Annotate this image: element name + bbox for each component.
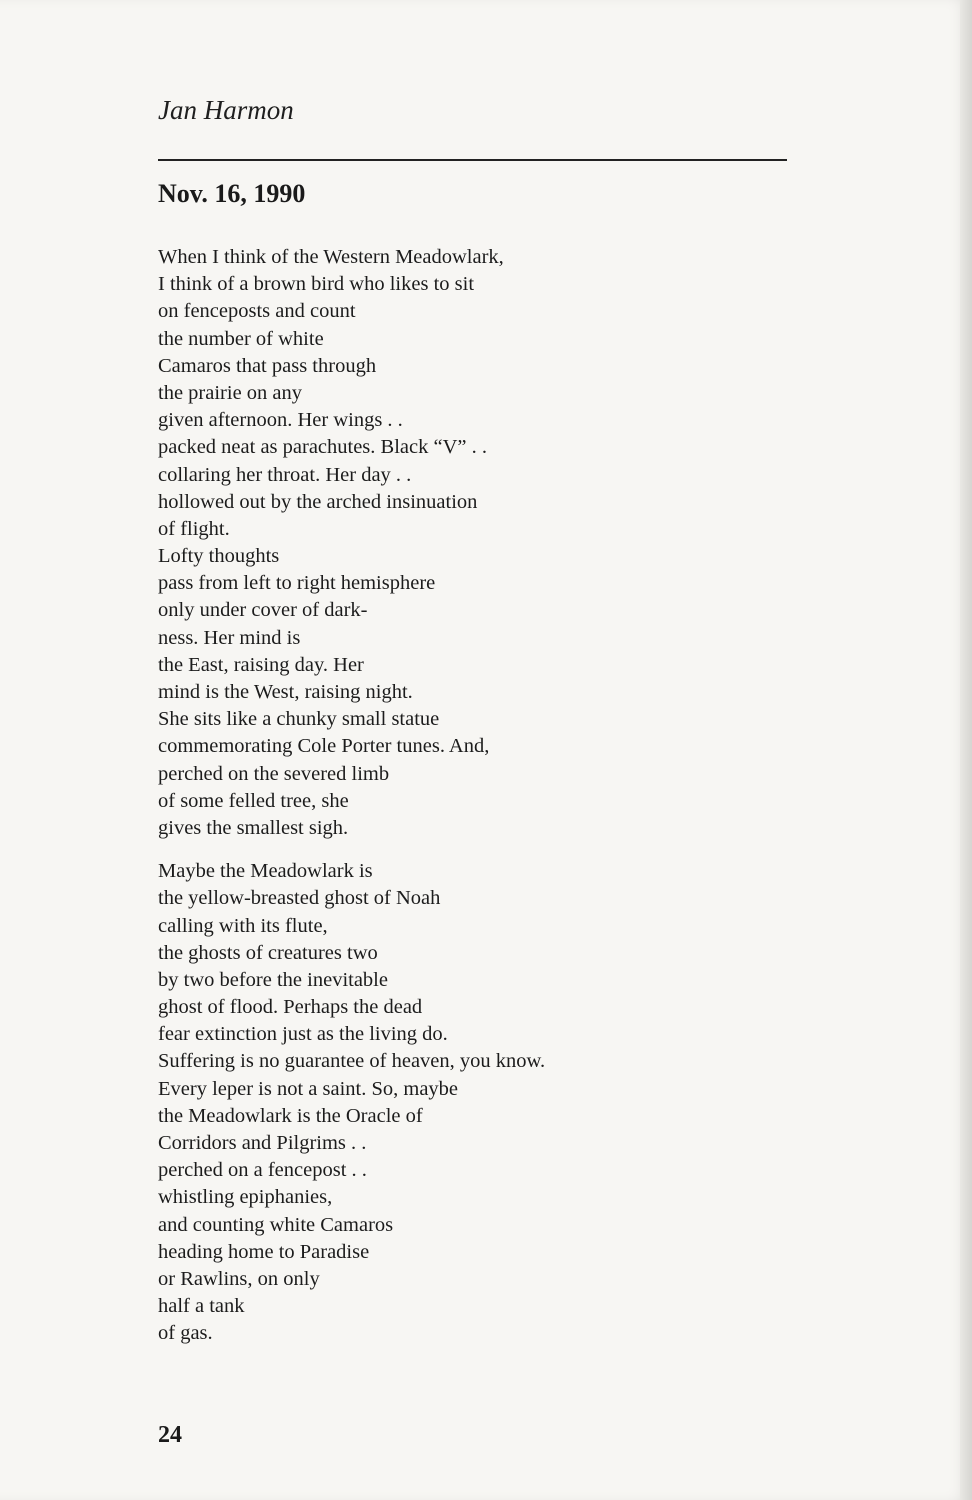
poem-line: fear extinction just as the living do. [158,1023,448,1046]
stanza-break [158,842,545,858]
poem-line: and counting white Camaros [158,1213,394,1236]
poem-line: heading home to Paradise [158,1240,370,1263]
poem-line: ness. Her mind is [158,626,301,649]
poem-line: commemorating Cole Porter tunes. And, [158,735,490,758]
poem-line: given afternoon. Her wings . . [158,409,403,432]
page-edge-shadow [960,0,972,1500]
page-number: 24 [158,1422,182,1448]
poem-line: whistling epiphanies, [158,1186,333,1209]
author-name: Jan Harmon [158,95,294,125]
poem-line: I think of a brown bird who likes to sit [158,273,475,296]
poem-line: or Rawlins, on only [158,1267,320,1290]
poem-title: Nov. 16, 1990 [158,179,306,208]
poem-body [158,244,545,1348]
poem-line: Suffering is no guarantee of heaven, you know. [158,1050,546,1073]
poem-line: ghost of flood. Perhaps the dead [158,996,423,1019]
poem-line: the number of white [158,327,324,350]
poem-line: calling with its flute, [158,914,328,937]
poem-line: Maybe the Meadowlark is [158,860,373,883]
poem-line: When I think of the Western Meadowlark, [158,246,504,268]
poem-line: the ghosts of creatures two [158,941,378,964]
poem-line: gives the smallest sigh. [158,816,349,839]
poem-line: by two before the inevitable [158,968,388,991]
poem-line: Lofty thoughts [158,545,280,568]
poem-line: on fenceposts and count [158,300,356,323]
poem-line: pass from left to right hemisphere [158,572,436,595]
poem-line: collaring her throat. Her day . . [158,463,412,486]
poem-line: of flight. [158,517,230,540]
poem-line: mind is the West, raising night. [158,681,413,703]
poem-line: Corridors and Pilgrims . . [158,1132,367,1154]
poem-line: of some felled tree, she [158,789,349,812]
poem-line: perched on the severed limb [158,762,390,785]
poem-line: packed neat as parachutes. Black “V” . . [158,436,487,459]
stanza-2 [158,858,545,1347]
poem-line: of gas. [158,1322,213,1345]
header-rule [158,159,787,161]
poem-line: perched on a fencepost . . [158,1159,367,1182]
poem-line: hollowed out by the arched insinuation [158,490,478,513]
poem-line: She sits like a chunky small statue [158,708,440,731]
poem-line: the prairie on any [158,381,303,404]
poem-line: the Meadowlark is the Oracle of [158,1104,423,1127]
poem-line: half a tank [158,1295,245,1318]
poem-line: Camaros that pass through [158,354,377,377]
poem-line: the yellow-breasted ghost of Noah [158,887,441,910]
poem-line: the East, raising day. Her [158,653,364,676]
poem-line: Every leper is not a saint. So, maybe [158,1077,459,1100]
stanza-1 [158,244,545,842]
poem-line: only under cover of dark- [158,599,368,622]
